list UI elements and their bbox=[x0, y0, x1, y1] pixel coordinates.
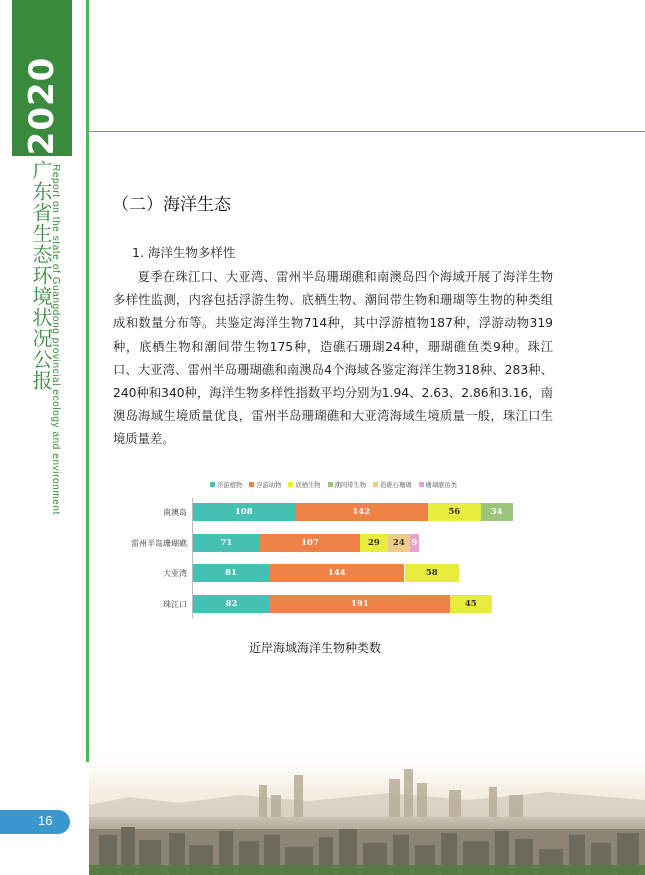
bar-segment: 56 bbox=[428, 503, 481, 521]
bar-segment: 107 bbox=[260, 534, 361, 552]
bar-segment: 9 bbox=[410, 534, 418, 552]
legend-label: 潮间带生物 bbox=[334, 482, 367, 489]
bar-segment: 108 bbox=[193, 503, 295, 521]
legend-swatch bbox=[373, 482, 378, 487]
legend-swatch bbox=[288, 482, 293, 487]
category-label: 雷州半岛珊瑚礁 bbox=[131, 538, 187, 548]
bar-segment: 29 bbox=[360, 534, 387, 552]
legend-item bbox=[288, 480, 320, 489]
page-number: 16 bbox=[38, 813, 53, 828]
body-paragraph: 夏季在珠江口、大亚湾、雷州半岛珊瑚礁和南澳岛四个海域开展了海洋生物多样性监测，内容包括浮游生物、底栖生物、潮间带生物和珊瑚等生物的种类组成和数量分布等。共鉴定海洋生物714种，其中浮游植物187种，浮游动物319种，底栖生物和潮间带生物175种，造礁石珊瑚24种，珊瑚礁鱼类9种。珠江口、大亚湾、雷州半岛珊瑚礁和南澳岛4个海域各鉴定海洋生物318种、283种、240种和340种，海洋生物多样性指数平均分别为1.94、2.63、2.86和3.16，南澳岛海域生境质量优良，雷州半岛珊瑚礁和大亚湾海域生境质量一般，珠江口生境质量差。 bbox=[113, 270, 553, 447]
bar-segment: 82 bbox=[193, 595, 270, 613]
page-number-tab bbox=[0, 810, 70, 834]
legend-item bbox=[419, 480, 457, 489]
report-title-en: Report on the state of Guangdong provincial ecology and environment bbox=[50, 164, 61, 515]
bar-segment: 144 bbox=[269, 564, 404, 582]
legend-item bbox=[210, 480, 242, 489]
legend-swatch bbox=[249, 482, 254, 487]
legend-label: 珊瑚礁鱼类 bbox=[425, 482, 458, 489]
legend-swatch bbox=[419, 482, 424, 487]
sidebar-stripe bbox=[0, 0, 12, 875]
category-label: 珠江口 bbox=[163, 599, 187, 609]
legend-item bbox=[328, 480, 366, 489]
legend-label: 浮游植物 bbox=[217, 482, 243, 489]
bar-segment: 191 bbox=[270, 595, 450, 613]
chart-legend bbox=[210, 480, 457, 489]
bar-segment: 58 bbox=[405, 564, 460, 582]
bar-segment: 24 bbox=[388, 534, 411, 552]
legend-item bbox=[373, 480, 411, 489]
category-label: 大亚湾 bbox=[163, 569, 187, 578]
chart-caption: 近岸海域海洋生物种类数 bbox=[248, 641, 381, 655]
legend-swatch bbox=[210, 482, 215, 487]
legend-label: 底栖生物 bbox=[295, 482, 321, 489]
legend-label: 浮游动物 bbox=[256, 482, 282, 489]
year-label: 2020 bbox=[22, 56, 62, 156]
category-label: 南澳岛 bbox=[163, 508, 187, 517]
green-horizontal-rule bbox=[89, 131, 645, 132]
legend-item bbox=[249, 480, 281, 489]
bar-segment: 142 bbox=[295, 503, 428, 521]
section-heading: （二）海洋生态 bbox=[112, 195, 231, 215]
legend-swatch bbox=[328, 482, 333, 487]
subsection-title: 1. 海洋生物多样性 bbox=[132, 245, 236, 260]
year-banner bbox=[12, 0, 72, 156]
green-vertical-rule bbox=[86, 0, 89, 762]
bar-segment: 71 bbox=[193, 534, 260, 552]
city-skyline-photo bbox=[89, 745, 645, 875]
bar-segment: 81 bbox=[193, 564, 269, 582]
legend-label: 造礁石珊瑚 bbox=[380, 482, 412, 489]
bar-segment: 34 bbox=[481, 503, 513, 521]
bar-segment: 45 bbox=[450, 595, 492, 613]
report-title-cn: 广东省生态环境状况公报 bbox=[29, 160, 53, 391]
